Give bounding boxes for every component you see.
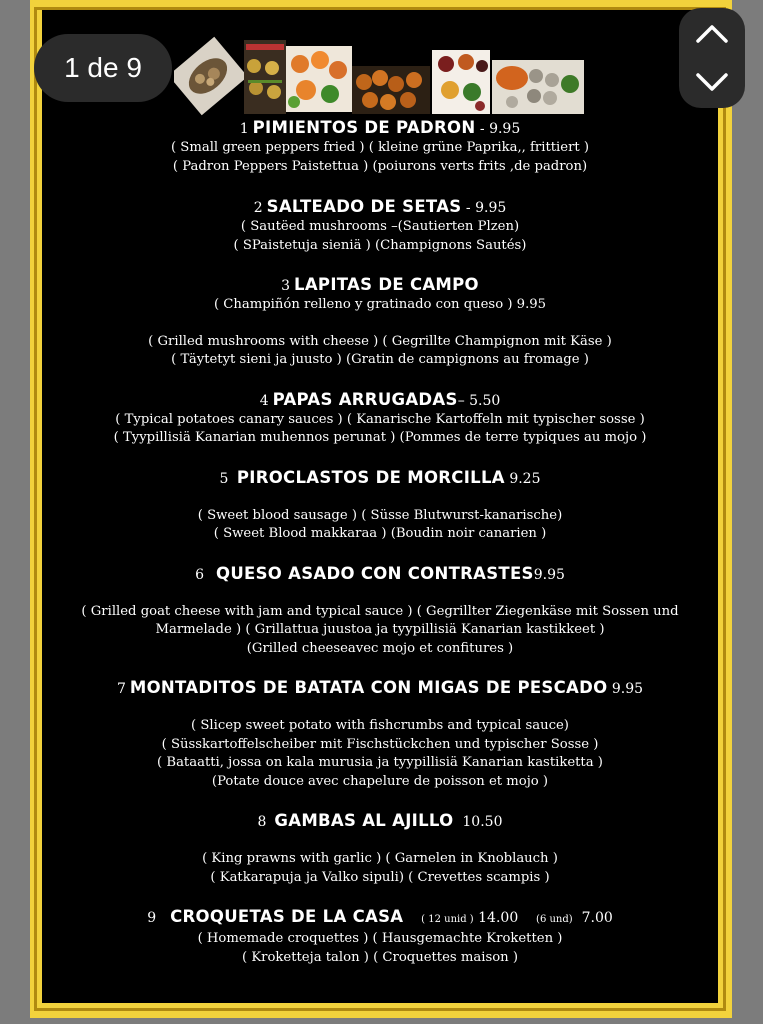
item-desc: ( Katkarapuja ja Valko sipuli) ( Crevettes scampis )	[210, 869, 550, 885]
photo-mushrooms	[174, 37, 248, 115]
chevron-up-icon[interactable]	[692, 15, 732, 51]
item-desc	[42, 585, 718, 603]
item-number: 5	[219, 470, 229, 487]
menu-item	[42, 907, 718, 967]
item-number: 7	[116, 681, 126, 697]
chevron-down-icon[interactable]	[692, 65, 732, 101]
item-number: 9	[147, 910, 157, 926]
item-name: MONTADITOS DE BATATA CON MIGAS DE PESCADO	[129, 678, 608, 697]
photo-papas	[492, 60, 584, 114]
item-desc: ( Grilled mushrooms with cheese ) ( Gegrillte Champignon mit Käse )	[148, 333, 612, 349]
item-price-12: 14.00	[478, 910, 519, 926]
item-name: LAPITAS DE CAMPO	[294, 275, 479, 294]
item-number: 6	[195, 566, 205, 583]
item-desc: (Potate douce avec chapelure de poisson et mojo )	[211, 773, 549, 789]
menu-item	[42, 118, 718, 176]
item-desc: ( Sautëed mushrooms –(Sautierten Plzen)	[240, 219, 520, 234]
item-price: 10.50	[462, 814, 503, 830]
item-desc	[42, 489, 718, 507]
item-desc: ( Bataatti, jossa on kala murusia ja tyypillisiä Kanarian kastiketta )	[157, 755, 603, 770]
photo-fried	[352, 66, 430, 114]
item-desc: ( Homemade croquettes ) ( Hausgemachte Kroketten )	[197, 931, 563, 946]
item-desc: ( Typical potatoes canary sauces ) ( Kanarische Kartoffeln mit typischer sosse )	[115, 411, 645, 427]
page-indicator: 1 de 9	[34, 34, 172, 102]
item-desc: ( Tyypillisiä Kanarian muhennos perunat ) (Pommes de terre typiques au mojo )	[113, 430, 647, 445]
item-price: 9.95	[533, 566, 565, 583]
item-number: 4	[259, 392, 269, 409]
item-unit-6: (6 und)	[536, 914, 573, 925]
item-desc	[42, 315, 718, 333]
item-desc: ( Kroketteja talon ) ( Croquettes maison )	[241, 949, 518, 965]
item-desc: ( Süsskartoffelscheiber mit Fischstückchen und typischer Sosse )	[161, 736, 599, 752]
item-price: - 9.95	[479, 121, 521, 137]
menu-list	[42, 114, 718, 967]
item-name: QUESO ASADO CON CONTRASTES	[216, 563, 534, 583]
photo-stuffed	[286, 46, 352, 112]
item-desc: ( Sweet Blood makkaraa ) (Boudin noir canarien )	[213, 526, 547, 541]
item-desc: ( Slicep sweet potato with fishcrumbs and typical sauce)	[191, 718, 569, 733]
item-price: 9.95	[611, 681, 644, 697]
menu-item	[42, 678, 718, 791]
item-number: 8	[257, 814, 267, 830]
menu-item	[42, 390, 718, 448]
item-desc: (Grilled cheeseavec mojo et confitures )	[246, 640, 514, 656]
item-price: - 9.95	[465, 200, 507, 216]
page-navigation	[679, 8, 745, 108]
item-name: SALTEADO DE SETAS	[266, 197, 462, 216]
photo-tray	[244, 40, 286, 114]
item-desc	[42, 699, 718, 717]
item-price-6: 7.00	[581, 910, 613, 926]
item-desc: ( King prawns with garlic ) ( Garnelen in Knoblauch )	[202, 851, 558, 866]
item-desc	[42, 832, 718, 850]
menu-item	[42, 275, 718, 370]
item-name: GAMBAS AL AJILLO	[274, 811, 454, 830]
photo-sauces	[432, 50, 490, 114]
item-price: – 5.50	[457, 392, 501, 409]
menu-item	[42, 564, 718, 659]
food-photos	[174, 36, 586, 116]
item-name: PIMIENTOS DE PADRON	[252, 118, 476, 137]
item-desc: ( Champiñón relleno y gratinado con queso ) 9.95	[213, 297, 547, 312]
item-number: 2	[253, 200, 263, 216]
item-desc: ( Grilled goat cheese with jam and typical sauce ) ( Gegrillter Ziegenkäse mit Sossen und	[81, 603, 679, 619]
item-desc: ( SPaistetuja sieniä ) (Champignons Sautés)	[233, 237, 527, 253]
item-name: CROQUETAS DE LA CASA	[170, 907, 404, 926]
item-desc: ( Small green peppers fried ) ( kleine grüne Paprika,, frittiert )	[170, 140, 590, 155]
item-desc: ( Täytetyt sieni ja juusto ) (Gratin de campignons au fromage )	[171, 352, 589, 367]
item-number: 3	[281, 278, 291, 294]
item-name: PIROCLASTOS DE MORCILLA	[236, 467, 505, 487]
item-name: PAPAS ARRUGADAS	[272, 389, 458, 409]
menu-item	[42, 197, 718, 255]
item-number: 1	[239, 121, 249, 137]
item-desc: Marmelade ) ( Grillattua juustoa ja tyypillisiä Kanarian kastikkeet )	[155, 622, 605, 637]
item-desc: ( Sweet blood sausage ) ( Süsse Blutwurst-kanarische)	[197, 507, 563, 523]
menu-item	[42, 811, 718, 887]
item-price: 9.25	[509, 470, 541, 487]
menu-item	[42, 468, 718, 544]
item-unit-12: ( 12 unid )	[421, 914, 474, 925]
item-desc: ( Padron Peppers Paistettua ) (poiurons verts frits ,de padron)	[172, 158, 588, 174]
